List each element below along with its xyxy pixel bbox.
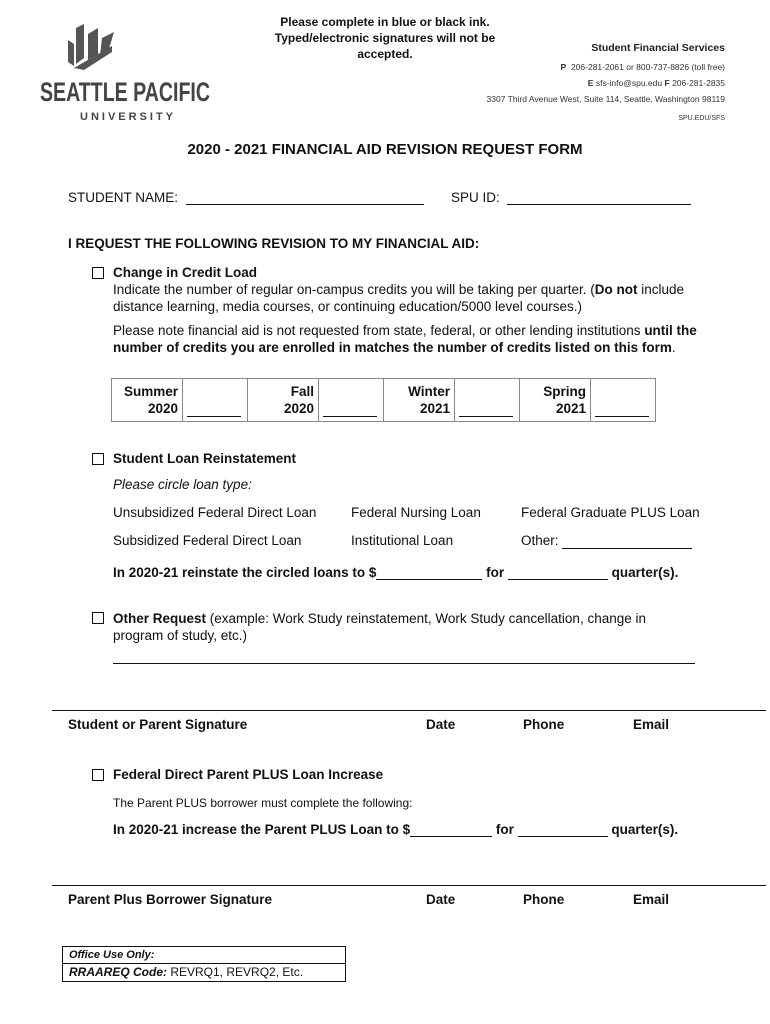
rraareq-code-label: RRAAREQ Code: xyxy=(69,965,167,979)
summer-credits-field[interactable] xyxy=(183,379,248,422)
student-signature-label: Student or Parent Signature xyxy=(68,717,248,732)
other-request-checkbox[interactable] xyxy=(92,612,104,624)
term-fall: Fall 2020 xyxy=(248,379,319,422)
rraareq-code-value: REVRQ1, REVRQ2, Etc. xyxy=(167,965,304,979)
signature-email-label: Email xyxy=(633,717,670,732)
university-logo xyxy=(38,24,218,129)
phone-line xyxy=(485,59,725,75)
website: SPU.EDU/SFS xyxy=(678,115,725,122)
student-name-label: STUDENT NAME: xyxy=(68,190,179,205)
signature-date-label: Date xyxy=(426,717,456,732)
ink-note-line: Typed/electronic signatures will not be xyxy=(274,31,496,45)
loan-option-institutional[interactable]: Institutional Loan xyxy=(351,533,454,548)
credit-load-note xyxy=(113,322,713,356)
do-not-emphasis: Do not xyxy=(594,282,638,297)
term-spring: Spring 2021 xyxy=(520,379,591,422)
student-name-row xyxy=(68,190,424,205)
other-loan-field[interactable] xyxy=(562,534,692,549)
loan-option-nursing[interactable]: Federal Nursing Loan xyxy=(351,505,481,520)
parent-signature-email-label: Email xyxy=(633,892,670,907)
other-request-line[interactable] xyxy=(113,663,695,664)
winter-credits-field[interactable] xyxy=(455,379,520,422)
credit-load-note-emphasis: until the number of credits you are enrolled in matches the number of credits listed on this form xyxy=(113,323,697,355)
other-request-desc: (example: Work Study reinstatement, Work Study cancellation, change in program of study, etc.) xyxy=(113,611,646,643)
parent-plus-amount-row xyxy=(113,822,678,837)
logo-subtitle: UNIVERSITY xyxy=(80,111,177,123)
spu-id-field[interactable] xyxy=(507,190,691,205)
credit-load-note-text: Please note financial aid is not requested from state, federal, or other lending institutions xyxy=(113,323,645,338)
office-use-code xyxy=(63,964,345,981)
fax-tag: F xyxy=(664,78,670,88)
spu-id-label: SPU ID: xyxy=(451,190,500,205)
email-tag: E xyxy=(587,78,594,88)
ink-note-line: accepted. xyxy=(357,47,413,61)
student-name-field[interactable] xyxy=(186,190,424,205)
circle-loan-instruction: Please circle loan type: xyxy=(113,477,252,492)
term-summer: Summer 2020 xyxy=(112,379,183,422)
other-request-text xyxy=(113,610,673,644)
signature-phone-label: Phone xyxy=(523,717,565,732)
parent-signature-phone-label: Phone xyxy=(523,892,565,907)
parent-plus-quarters-field[interactable] xyxy=(518,822,608,837)
logo-wordmark: SEATTLE PACIFIC xyxy=(40,77,210,107)
parent-plus-title: Federal Direct Parent PLUS Loan Increase xyxy=(113,767,384,782)
form-title: 2020 - 2021 FINANCIAL AID REVISION REQUEST FORM xyxy=(187,141,583,158)
credits-table xyxy=(111,378,656,422)
credit-load-desc-text: Indicate the number of regular on-campus credits you will be taking per quarter. ( xyxy=(113,282,595,297)
email-address: sfs-info@spu.edu xyxy=(595,78,663,88)
reinstate-quarters-label: quarter(s). xyxy=(611,565,679,580)
office-title: Student Financial Services xyxy=(591,42,725,54)
request-heading: I REQUEST THE FOLLOWING REVISION TO MY FINANCIAL AID: xyxy=(68,236,480,251)
reinstate-amount-row xyxy=(113,565,678,580)
other-loan-label: Other: xyxy=(521,533,559,548)
sfs-contact-block xyxy=(485,40,725,127)
credit-load-checkbox[interactable] xyxy=(92,267,104,279)
loan-reinstatement-checkbox[interactable] xyxy=(92,453,104,465)
loan-option-unsubsidized[interactable]: Unsubsidized Federal Direct Loan xyxy=(113,505,317,520)
signature-line-2[interactable] xyxy=(52,885,766,886)
other-request-title: Other Request xyxy=(113,611,207,626)
parent-plus-for-label: for xyxy=(495,822,514,837)
spring-credits-field[interactable] xyxy=(591,379,656,422)
parent-plus-amount-field[interactable] xyxy=(410,822,492,837)
loan-option-grad-plus[interactable]: Federal Graduate PLUS Loan xyxy=(521,505,700,520)
parent-plus-quarters-label: quarter(s). xyxy=(611,822,679,837)
email-fax-line xyxy=(485,75,725,91)
parent-plus-increase-label: In 2020-21 increase the Parent PLUS Loan to $ xyxy=(113,822,411,837)
fax-number: 206-281-2835 xyxy=(672,78,725,88)
loan-option-subsidized[interactable]: Subsidized Federal Direct Loan xyxy=(113,533,302,548)
signature-line-1[interactable] xyxy=(52,710,766,711)
reinstate-for-label: for xyxy=(486,565,505,580)
phone-tag: P xyxy=(560,62,567,72)
reinstate-quarters-field[interactable] xyxy=(508,565,608,580)
credit-load-note-text: . xyxy=(671,340,676,355)
parent-plus-checkbox[interactable] xyxy=(92,769,104,781)
parent-signature-label: Parent Plus Borrower Signature xyxy=(68,892,273,907)
term-winter: Winter 2021 xyxy=(384,379,455,422)
loan-option-other xyxy=(521,532,692,549)
credit-load-title: Change in Credit Load xyxy=(113,265,258,280)
credit-load-desc-text: include distance learning, media courses, or continuing education/5000 level courses.) xyxy=(113,282,685,314)
ink-note-line: Please complete in blue or black ink. xyxy=(280,15,490,29)
fall-credits-field[interactable] xyxy=(319,379,384,422)
office-use-box xyxy=(62,946,346,982)
loan-reinstatement-title: Student Loan Reinstatement xyxy=(113,451,297,466)
office-use-title: Office Use Only: xyxy=(63,947,345,964)
spu-id-row xyxy=(451,190,691,205)
parent-signature-date-label: Date xyxy=(426,892,456,907)
reinstate-amount-field[interactable] xyxy=(376,565,482,580)
credit-load-description xyxy=(113,281,713,315)
reinstate-label: In 2020-21 reinstate the circled loans to $ xyxy=(113,565,377,580)
parent-plus-instruction: The Parent PLUS borrower must complete the following: xyxy=(113,796,413,810)
address: 3307 Third Avenue West, Suite 114, Seattle, Washington 98119 xyxy=(486,94,725,104)
spu-flame-icon xyxy=(38,24,218,124)
phone-number: 206-281-2061 or 800-737-8826 (toll free) xyxy=(570,62,725,72)
